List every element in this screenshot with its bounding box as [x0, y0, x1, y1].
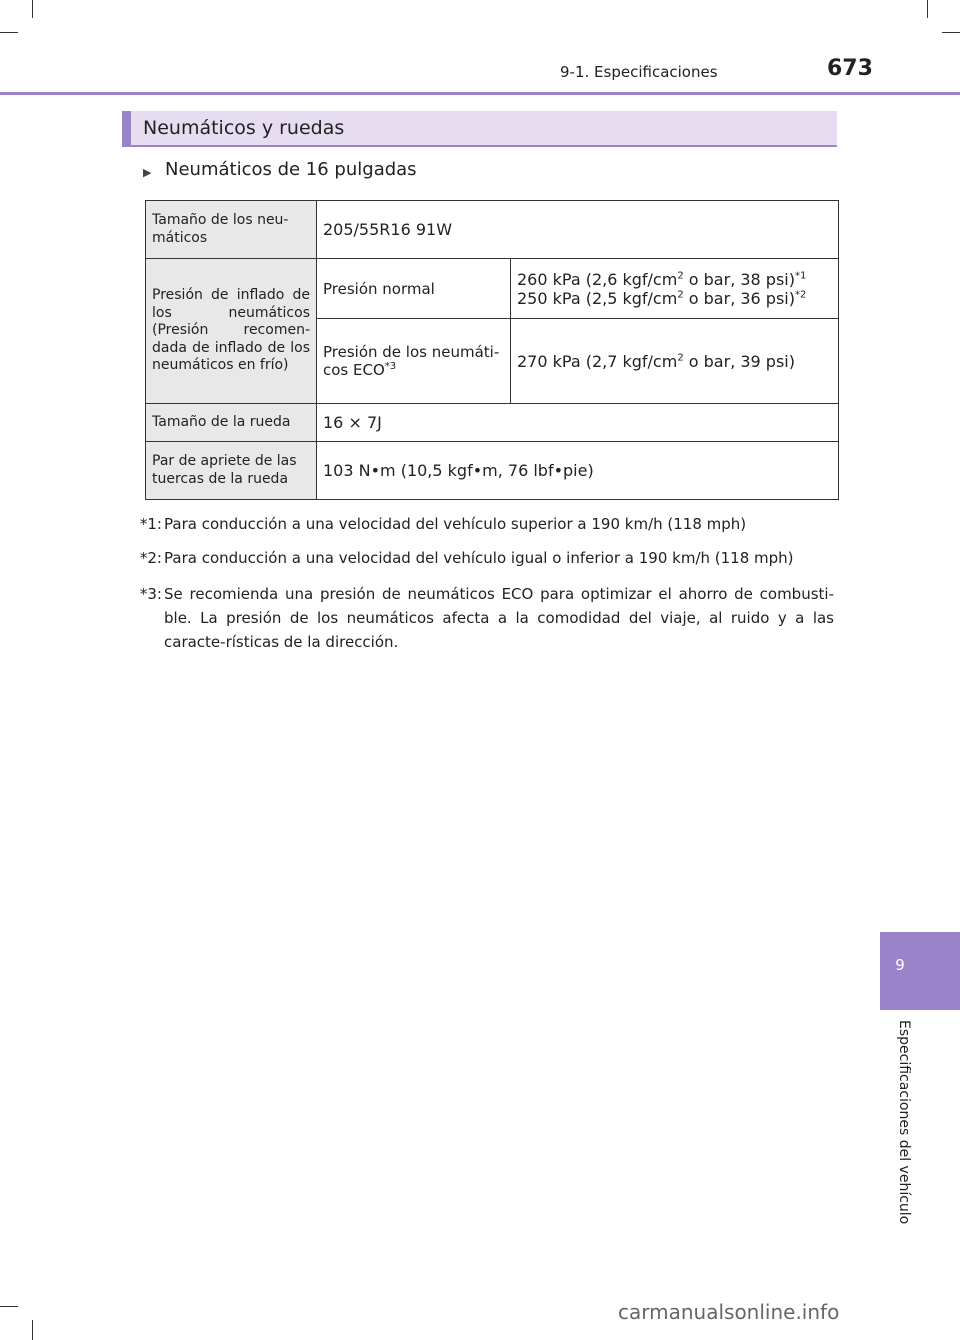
crop-mark	[32, 1320, 33, 1340]
eco-pressure-value: 270 kPa (2,7 kgf/$cm^2$ o bar, 39 psi)	[511, 319, 839, 404]
crop-mark	[927, 0, 928, 18]
footnote-mark: *1:	[139, 515, 162, 533]
section-title: Neumáticos y ruedas	[143, 117, 345, 139]
watermark: carmanualsonline.info	[618, 1300, 840, 1324]
chapter-label: Especificaciones del vehículo	[896, 1020, 912, 1225]
torque-label: Par de apriete de las tuercas de la rueda	[146, 442, 317, 500]
header-rule	[0, 92, 960, 95]
wheel-size-value: 16 × 7J	[317, 404, 839, 442]
table-row	[146, 201, 839, 259]
triangle-bullet-icon: ▶	[143, 166, 152, 179]
table-row	[146, 259, 839, 319]
normal-pressure-value	[511, 259, 839, 319]
footnote-mark: *2:	[139, 549, 162, 567]
table-row	[146, 404, 839, 442]
footnote-text: Para conducción a una velocidad del vehículo superior a 190 km/h (118 mph)	[164, 515, 747, 533]
crop-mark	[0, 1306, 18, 1307]
page-number: 673	[827, 56, 873, 81]
normal-pressure-line-1: 260 kPa (2,6 kgf/$cm^2$ o bar, 38 psi)$^{*1}$	[517, 269, 807, 289]
crop-mark	[942, 32, 960, 33]
footnote-mark: *3:	[139, 585, 162, 603]
table-row	[146, 442, 839, 500]
chapter-tab	[880, 932, 960, 1010]
footnote-text: Se recomienda una presión de neumáticos ECO para optimizar el ahorro de combusti-ble. La presión de los neumáticos afecta a la comodidad del viaje, al ruido y a las caracte-rísticas de la dirección.	[164, 585, 834, 651]
section-heading	[122, 111, 837, 147]
normal-pressure-line-2: 250 kPa (2,5 kgf/$cm^2$ o bar, 36 psi)$^{*2}$	[517, 288, 807, 308]
tire-size-value: 205/55R16 91W	[317, 201, 839, 259]
eco-pressure-label: Presión de los neumáti-cos ECO$^{*3}$	[317, 319, 511, 404]
running-header: 9-1. Especificaciones	[560, 63, 718, 81]
chapter-number: 9	[895, 956, 905, 974]
footnote-text: Para conducción a una velocidad del vehículo igual o inferior a 190 km/h (118 mph)	[164, 549, 794, 567]
tire-size-label: Tamaño de los neu-máticos	[146, 201, 317, 259]
crop-mark	[32, 0, 33, 18]
spec-table	[145, 200, 839, 500]
pressure-label: Presión de inflado de los neumáticos (Presión recomen-dada de inflado de los neumáticos en frío)	[146, 259, 317, 404]
bullet-text: Neumáticos de 16 pulgadas	[165, 159, 417, 180]
normal-pressure-label: Presión normal	[317, 259, 511, 319]
wheel-size-label: Tamaño de la rueda	[146, 404, 317, 442]
torque-value: 103 N•m (10,5 kgf•m, 76 lbf•pie)	[317, 442, 839, 500]
crop-mark	[0, 32, 18, 33]
